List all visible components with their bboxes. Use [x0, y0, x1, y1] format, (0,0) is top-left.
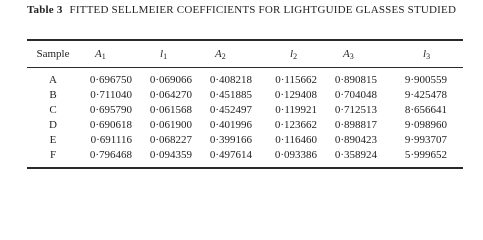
- value-cell: 0·695790: [89, 104, 132, 116]
- value-cell: 0·116460: [275, 134, 317, 146]
- table-row: [0, 103, 483, 118]
- value-cell: 0·497614: [209, 149, 252, 161]
- header-l3-symbol: l: [423, 48, 427, 60]
- value-cell: 0·093386: [274, 149, 317, 161]
- header-a3-subscript: 3: [349, 52, 354, 61]
- sample-cell: C: [49, 104, 57, 116]
- value-cell: 0·399166: [209, 134, 252, 146]
- value-cell: 0·898817: [334, 119, 377, 131]
- value-cell: 0·711040: [90, 89, 132, 101]
- sample-cell: A: [49, 74, 57, 86]
- value-cell: 0·690618: [89, 119, 132, 131]
- value-cell: 0·069066: [149, 74, 192, 86]
- header-l3-subscript: 3: [426, 52, 431, 61]
- value-cell: 0·068227: [149, 134, 192, 146]
- value-cell: 0·129408: [274, 89, 317, 101]
- table-row: [0, 88, 483, 103]
- table-row: [0, 133, 483, 148]
- table-row: [0, 118, 483, 133]
- value-cell: 0·451885: [209, 89, 252, 101]
- table-bottom-rule: [27, 167, 463, 169]
- value-cell: 0·358924: [334, 149, 377, 161]
- table-top-rule: [27, 39, 463, 41]
- value-cell: 0·796468: [89, 149, 132, 161]
- header-a2-symbol: A: [215, 48, 222, 60]
- table-caption: [27, 4, 477, 17]
- sample-cell: B: [49, 89, 57, 101]
- header-a1-subscript: 1: [101, 52, 106, 61]
- header-a2: [215, 47, 226, 64]
- header-l3: [423, 47, 430, 64]
- header-l1-symbol: l: [160, 48, 164, 60]
- value-cell: 0·712513: [334, 104, 377, 116]
- table-row: [0, 148, 483, 163]
- table-title: FITTED SELLMEIER COEFFICIENTS FOR LIGHTGUIDE GLASSES STUDIED: [69, 4, 457, 16]
- header-l1-subscript: 1: [163, 52, 168, 61]
- value-cell: 0·691116: [90, 134, 132, 146]
- value-cell: 0·408218: [209, 74, 252, 86]
- value-cell: 0·704048: [334, 89, 377, 101]
- value-cell: 9·098960: [404, 119, 447, 131]
- value-cell: 0·061900: [149, 119, 192, 131]
- value-cell: 0·401996: [209, 119, 252, 131]
- value-cell: 9·900559: [404, 74, 447, 86]
- value-cell: 0·696750: [89, 74, 132, 86]
- header-sample-label: Sample: [36, 48, 70, 60]
- value-cell: 0·123662: [274, 119, 317, 131]
- value-cell: 8·656641: [404, 104, 447, 116]
- header-a1-symbol: A: [95, 48, 102, 60]
- value-cell: 0·094359: [149, 149, 192, 161]
- table-header-rule: [27, 67, 463, 68]
- header-l2-subscript: 2: [293, 52, 298, 61]
- header-l1: [160, 47, 167, 64]
- header-l2: [290, 47, 297, 64]
- header-a1: [95, 47, 106, 64]
- value-cell: 0·115662: [275, 74, 317, 86]
- header-sample: [27, 47, 79, 61]
- value-cell: 0·061568: [149, 104, 192, 116]
- header-l2-symbol: l: [290, 48, 294, 60]
- table-number: Table 3: [27, 4, 63, 16]
- value-cell: 0·064270: [149, 89, 192, 101]
- value-cell: 0·890423: [334, 134, 377, 146]
- sample-cell: F: [49, 149, 57, 161]
- header-a2-subscript: 2: [221, 52, 226, 61]
- value-cell: 9·993707: [404, 134, 447, 146]
- value-cell: 0·452497: [209, 104, 252, 116]
- value-cell: 0·890815: [334, 74, 377, 86]
- sample-cell: D: [49, 119, 57, 131]
- value-cell: 9·425478: [404, 89, 447, 101]
- value-cell: 0·119921: [275, 104, 317, 116]
- sample-cell: E: [49, 134, 57, 146]
- value-cell: 5·999652: [404, 149, 447, 161]
- header-a3: [343, 47, 354, 64]
- header-a3-symbol: A: [343, 48, 350, 60]
- table-row: [0, 73, 483, 88]
